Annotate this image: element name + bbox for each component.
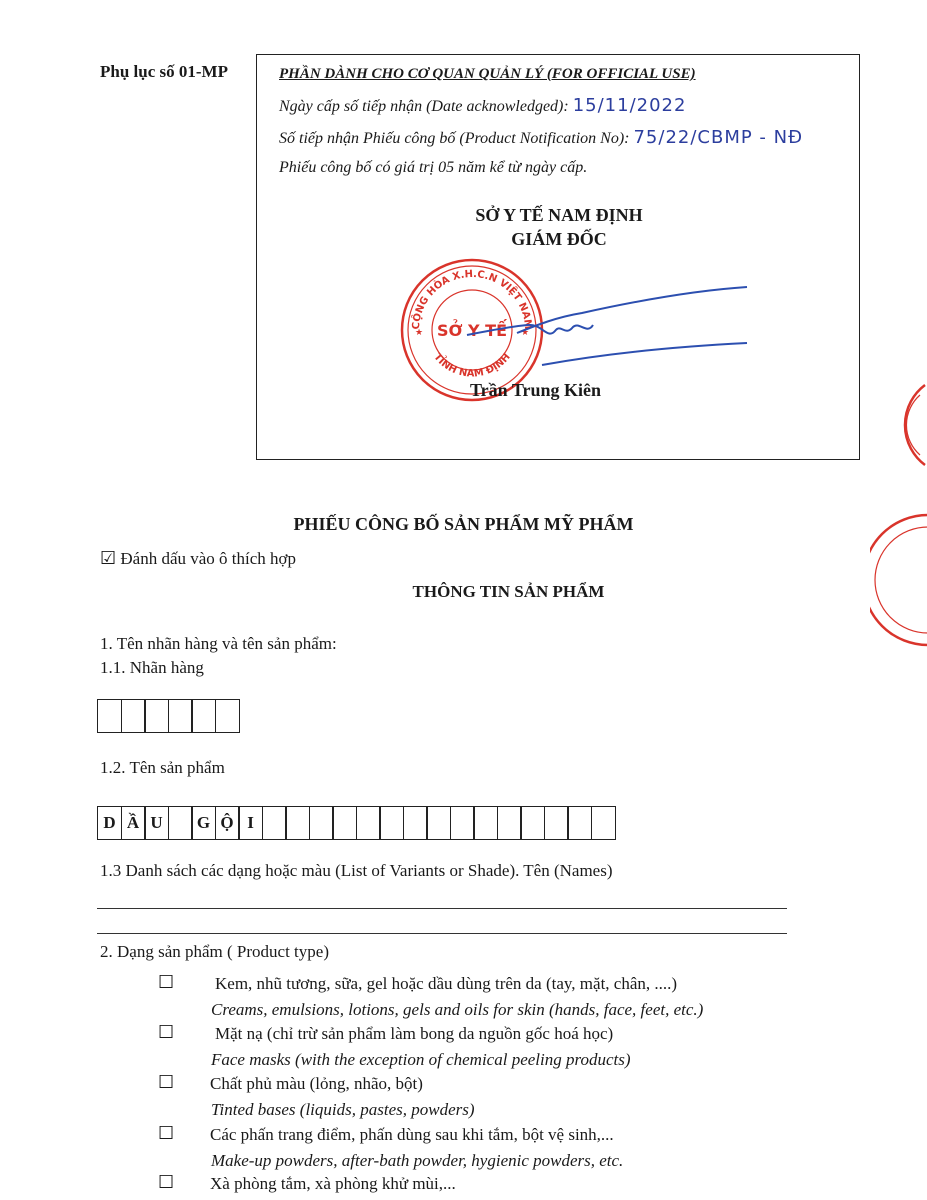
seal-text-bottom: TỈNH NAM ĐỊNH xyxy=(431,351,513,380)
seal-text-center: SỞ Y TẾ xyxy=(436,321,508,340)
checked-box-icon: ☑ xyxy=(100,548,117,569)
product-type-label-vi: Kem, nhũ tương, sữa, gel hoặc dầu dùng trên da (tay, mặt, chân, ....) xyxy=(215,974,678,993)
letter-cell xyxy=(121,699,146,733)
product-type-label-en: Make-up powders, after-bath powder, hygienic powders, etc. xyxy=(211,1151,624,1170)
notification-number-value: 75/22/CBMP - NĐ xyxy=(633,127,804,148)
letter-cell xyxy=(332,806,357,840)
product-type-checkbox[interactable]: ☐ xyxy=(158,972,175,993)
date-acknowledged-label: Ngày cấp số tiếp nhận (Date acknowledged): xyxy=(279,98,569,115)
product-type-checkbox[interactable]: ☐ xyxy=(158,1123,175,1144)
letter-cell xyxy=(168,699,193,733)
letter-cell: I xyxy=(238,806,263,840)
form-title: PHIẾU CÔNG BỐ SẢN PHẨM MỸ PHẨM xyxy=(293,514,634,534)
letter-cell xyxy=(97,699,122,733)
letter-cell xyxy=(285,806,310,840)
variants-line-1 xyxy=(97,908,787,909)
letter-cell xyxy=(309,806,334,840)
letter-cell: Ầ xyxy=(121,806,146,840)
official-use-box xyxy=(256,54,860,460)
letter-cell xyxy=(426,806,451,840)
section-title: THÔNG TIN SẢN PHẨM xyxy=(412,582,605,601)
product-type-label-en: Tinted bases (liquids, pastes, powders) xyxy=(211,1100,475,1119)
q1-label: 1. Tên nhãn hàng và tên sản phẩm: xyxy=(100,634,337,653)
product-type-label-vi: Các phấn trang điểm, phấn dùng sau khi tắm, bột vệ sinh,... xyxy=(210,1125,614,1144)
letter-cell xyxy=(379,806,404,840)
letter-cell xyxy=(591,806,616,840)
product-name-cells xyxy=(97,806,616,840)
letter-cell xyxy=(144,699,169,733)
signer-name: Trần Trung Kiên xyxy=(470,380,602,400)
letter-cell xyxy=(567,806,592,840)
product-type-checkbox[interactable]: ☐ xyxy=(158,1172,175,1193)
date-acknowledged-value: 15/11/2022 xyxy=(572,95,687,116)
validity-text: Phiếu công bố có giá trị 05 năm kể từ ngày cấp. xyxy=(279,159,588,176)
product-type-label-en: Face masks (with the exception of chemical peeling products) xyxy=(211,1050,631,1069)
letter-cell xyxy=(215,699,240,733)
variants-line-2 xyxy=(97,933,787,934)
letter-cell xyxy=(544,806,569,840)
svg-text:★: ★ xyxy=(521,328,530,338)
letter-cell xyxy=(168,806,193,840)
letter-cell xyxy=(520,806,545,840)
letter-cell xyxy=(191,699,216,733)
product-type-label-vi: Mặt nạ (chỉ trừ sản phẩm làm bong da nguồn gốc hoá học) xyxy=(215,1024,614,1043)
agency-name: SỞ Y TẾ NAM ĐỊNH xyxy=(475,205,643,225)
signature-icon xyxy=(447,265,757,375)
product-type-label-vi: Chất phủ màu (lỏng, nhão, bột) xyxy=(210,1074,423,1093)
q1-3-label: 1.3 Danh sách các dạng hoặc màu (List of Variants or Shade). Tên (Names) xyxy=(100,861,613,880)
letter-cell: D xyxy=(97,806,122,840)
annex-label: Phụ lục số 01-MP xyxy=(100,62,228,81)
seal-text-top: CỘNG HÒA X.H.C.N VIỆT NAM xyxy=(410,268,534,330)
check-hint-text: Đánh dấu vào ô thích hợp xyxy=(120,549,297,568)
official-use-heading: PHẦN DÀNH CHO CƠ QUAN QUẢN LÝ (FOR OFFICIAL USE) xyxy=(279,66,696,82)
letter-cell xyxy=(262,806,287,840)
svg-text:★: ★ xyxy=(415,328,424,338)
agency-position: GIÁM ĐỐC xyxy=(511,229,607,249)
product-type-label-en: Creams, emulsions, lotions, gels and oils for skin (hands, face, feet, etc.) xyxy=(211,1000,704,1019)
brand-cells xyxy=(97,699,240,733)
product-type-checkbox[interactable]: ☐ xyxy=(158,1022,175,1043)
check-hint xyxy=(100,548,296,569)
product-type-label-vi: Xà phòng tắm, xà phòng khử mùi,... xyxy=(210,1174,456,1193)
notification-number-label: Số tiếp nhận Phiếu công bố (Product Notification No): xyxy=(279,130,630,147)
letter-cell xyxy=(403,806,428,840)
letter-cell: Ộ xyxy=(215,806,240,840)
letter-cell xyxy=(356,806,381,840)
q2-label: 2. Dạng sản phẩm ( Product type) xyxy=(100,942,329,961)
letter-cell xyxy=(473,806,498,840)
q1-1-label: 1.1. Nhãn hàng xyxy=(100,658,204,677)
letter-cell: U xyxy=(144,806,169,840)
notification-number-row xyxy=(279,127,803,148)
q1-2-label: 1.2. Tên sản phẩm xyxy=(100,758,225,777)
product-type-checkbox[interactable]: ☐ xyxy=(158,1072,175,1093)
letter-cell: G xyxy=(191,806,216,840)
letter-cell xyxy=(450,806,475,840)
letter-cell xyxy=(497,806,522,840)
date-acknowledged-row xyxy=(279,95,686,116)
